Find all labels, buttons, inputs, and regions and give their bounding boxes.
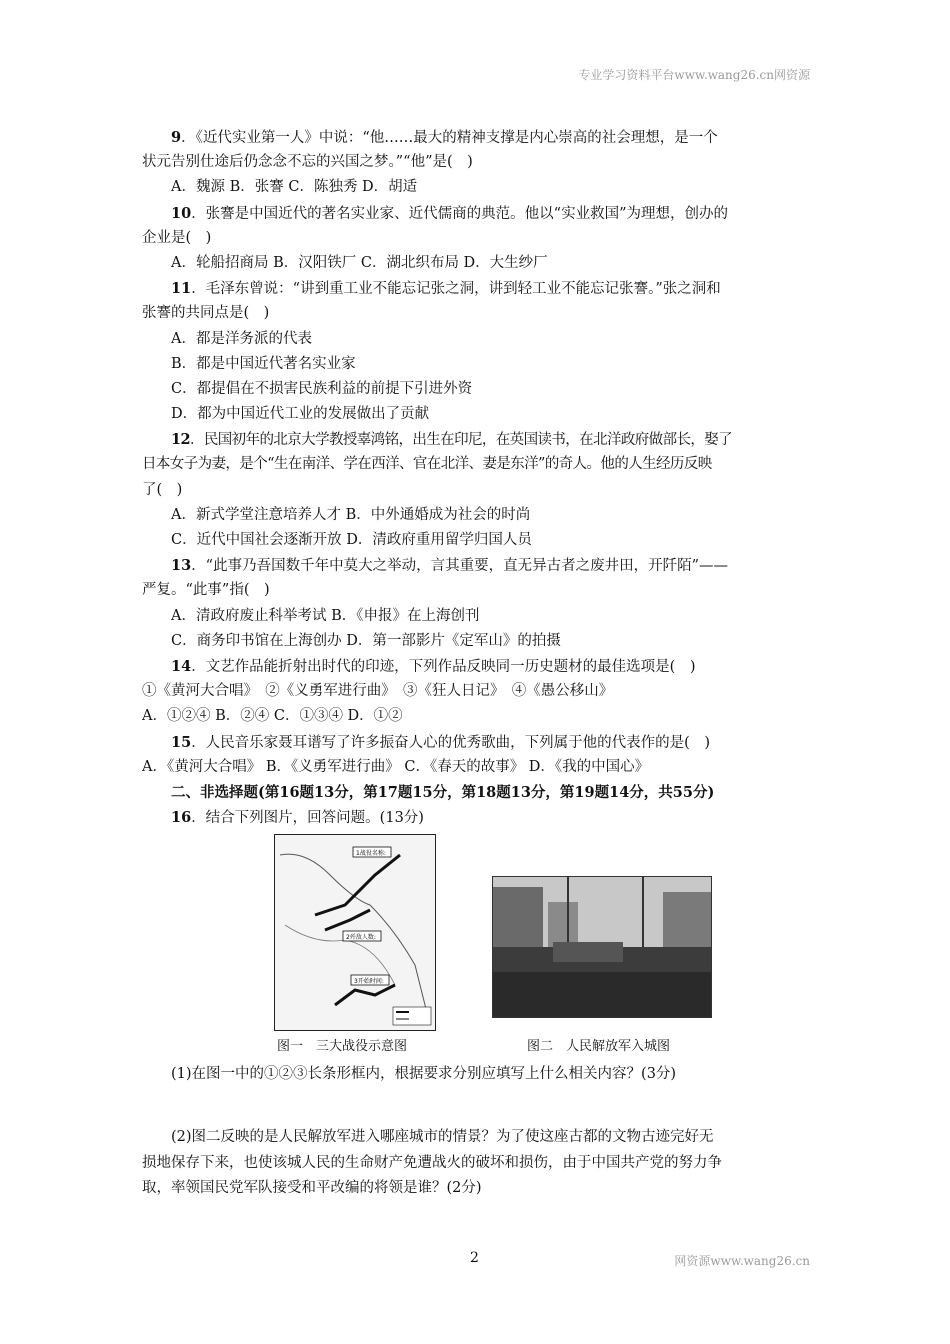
header-watermark: 专业学习资料平台www.wang26.cn网资源: [578, 68, 810, 82]
q16-sub2-cont: 损地保存下来，也使该城人民的生命财产免遭战火的破坏和损伤，由于中国共产党的努力争: [142, 1154, 722, 1171]
q16-sub2-end: 取，率领国民党军队接受和平改编的将领是谁？(2分): [142, 1179, 482, 1196]
q14-options: A．①②④ B．②④ C．①③④ D．①②: [142, 708, 403, 725]
q11-option-d: D．都为中国近代工业的发展做出了贡献: [171, 406, 430, 423]
q15-stem: 15．人民音乐家聂耳谱写了许多振奋人心的优秀歌曲，下列属于他的代表作的是( ): [171, 733, 710, 751]
battle-map-figure: [274, 834, 436, 1031]
pla-entry-photo-svg: [493, 877, 711, 1017]
q16-sub1: (1)在图一中的①②③长条形框内，根据要求分别应填写上什么相关内容？(3分): [171, 1066, 677, 1083]
q12-stem: 12．民国初年的北京大学教授辜鸿铭，出生在印尼，在英国读书，在北洋政府做部长，娶了: [171, 431, 733, 449]
q15-options: A．《黄河大合唱》 B．《义勇军进行曲》 C．《春天的故事》 D．《我的中国心》: [142, 758, 650, 775]
map-box-1: 1战役名称:: [356, 850, 386, 858]
pla-entry-photo: [492, 876, 712, 1018]
q16-figures: [142, 830, 814, 1062]
q16-sub2: (2)图二反映的是人民解放军进入哪座城市的情景？为了使这座古都的文物古迹完好无: [171, 1129, 714, 1146]
q12-stem-end: 了( ): [142, 481, 183, 498]
q11-stem-cont: 张謇的共同点是( ): [142, 305, 270, 322]
q13-options-ab: A．清政府废止科举考试 B．《申报》在上海创刊: [171, 607, 480, 624]
q10-options: A．轮船招商局 B．汉阳铁厂 C．湖北织布局 D．大生纱厂: [171, 254, 548, 271]
q9-options: A．魏源 B．张謇 C．陈独秀 D．胡适: [171, 179, 418, 196]
q12-options-cd: C．近代中国社会逐渐开放 D．清政府重用留学归国人员: [171, 532, 532, 548]
q16-stem: 16．结合下列图片，回答问题。(13分): [171, 809, 424, 827]
q13-options-cd: C．商务印书馆在上海创办 D．第一部影片《定军山》的拍摄: [171, 632, 561, 649]
map-box-2: 2歼敌人数:: [346, 934, 376, 942]
q12-stem-cont: 日本女子为妻，是个“生在南洋、学在西洋、官在北洋、妻是东洋”的奇人。他的人生经历反映: [142, 456, 712, 473]
q11-option-c: C．都提倡在不损害民族利益的前提下引进外资: [171, 380, 473, 397]
q10-stem: 10．张謇是中国近代的著名实业家、近代儒商的典范。他以“实业救国”为理想，创办的: [171, 204, 729, 222]
q11-option-b: B．都是中国近代著名实业家: [171, 355, 356, 372]
map-box-3: 3开始时间:: [354, 978, 384, 986]
page-number: 2: [470, 1250, 479, 1266]
q13-stem-cont: 严复。“此事”指( ): [142, 582, 270, 599]
section2-title: 二、非选择题(第16题13分，第17题15分，第18题13分，第19题14分，共55分): [171, 783, 715, 801]
q13-stem: 13．“此事乃吾国数千年中莫大之举动，言其重要，直无异古者之废井田，开阡陌”——: [171, 557, 729, 575]
q9-stem: 9．《近代实业第一人》中说：“他……最大的精神支撑是内心崇高的社会理想，是一个: [171, 129, 718, 146]
figure1-caption: 图一 三大战役示意图: [277, 1039, 408, 1055]
q12-options-ab: A．新式学堂注意培养人才 B．中外通婚成为社会的时尚: [171, 506, 531, 523]
q9-stem-cont: 状元告别仕途后仍念念不忘的兴国之梦。”“他”是( ): [142, 154, 473, 171]
q10-stem-cont: 企业是( ): [142, 229, 212, 246]
figure2-caption: 图二 人民解放军入城图: [527, 1039, 671, 1055]
q14-stem: 14．文艺作品能折射出时代的印迹，下列作品反映同一历史题材的最佳选项是( ): [171, 657, 696, 675]
battle-map-svg: [275, 835, 435, 1030]
footer-watermark: 网资源www.wang26.cn: [674, 1254, 810, 1268]
q11-option-a: A．都是洋务派的代表: [171, 330, 312, 347]
q11-stem: 11．毛泽东曾说：“讲到重工业不能忘记张之洞，讲到轻工业不能忘记张謇。”张之洞和: [171, 280, 721, 298]
q14-works: ①《黄河大合唱》 ②《义勇军进行曲》 ③《狂人日记》 ④《愚公移山》: [142, 683, 614, 700]
exam-content: [142, 125, 814, 1201]
